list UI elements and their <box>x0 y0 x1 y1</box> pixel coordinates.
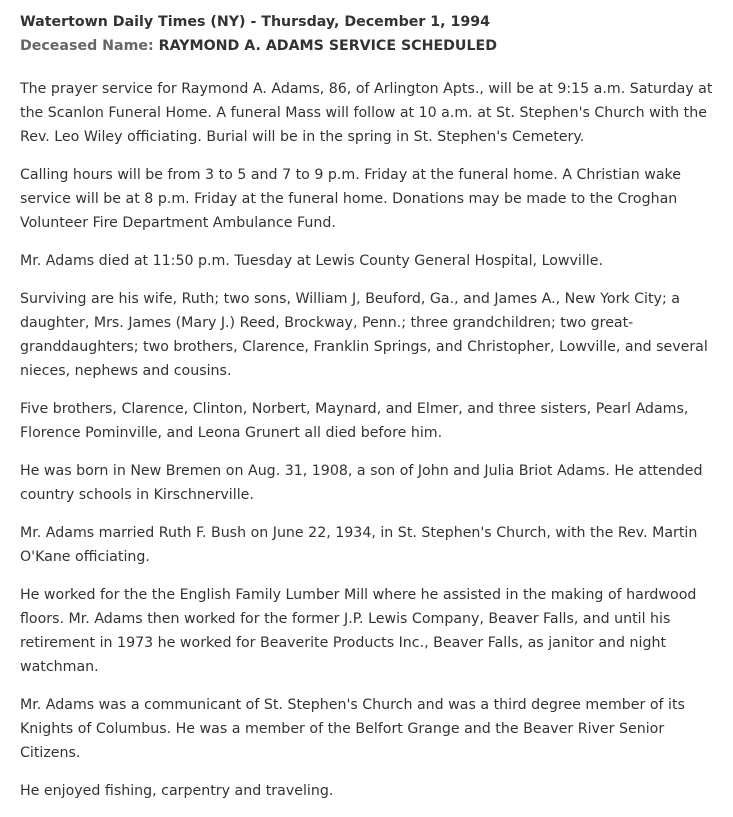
article-paragraph: Surviving are his wife, Ruth; two sons, William J, Beuford, Ga., and James A., New York City; a daughter, Mrs. James (Mary J.) Reed, Brockway, Penn.; three grandchildren; two great-granddaughters; two brothers, Clarence, Franklin Springs, and Christopher, Lowville, and several nieces, nephews and cousins. <box>20 291 708 379</box>
article-paragraph: He worked for the the English Family Lumber Mill where he assisted in the making of hardwood floors. Mr. Adams then worked for the former J.P. Lewis Company, Beaver Falls, and until his retirement in 1973 he worked for Beaverite Products Inc., Beaver Falls, as janitor and night watchman. <box>20 587 697 675</box>
article-paragraph: Mr. Adams was a communicant of St. Stephen's Church and was a third degree member of its Knights of Columbus. He was a member of the Belfort Grange and the Beaver River Senior Citizens. <box>20 697 685 761</box>
article-paragraph: He enjoyed fishing, carpentry and traveling. <box>20 783 334 799</box>
article-paragraph: Calling hours will be from 3 to 5 and 7 to 9 p.m. Friday at the funeral home. A Christian wake service will be at 8 p.m. Friday at the funeral home. Donations may be made to the Croghan Volunteer Fire Department Ambulance Fund. <box>20 167 681 231</box>
article-paragraph: Mr. Adams died at 11:50 p.m. Tuesday at Lewis County General Hospital, Lowville. <box>20 253 603 269</box>
article-paragraph: Five brothers, Clarence, Clinton, Norbert, Maynard, and Elmer, and three sisters, Pearl Adams, Florence Pominville, and Leona Grunert all died before him. <box>20 401 689 441</box>
deceased-name-line <box>20 34 720 58</box>
source-line: Watertown Daily Times (NY) - Thursday, December 1, 1994 <box>20 14 490 30</box>
article-paragraph: The prayer service for Raymond A. Adams, 86, of Arlington Apts., will be at 9:15 a.m. Saturday at the Scanlon Funeral Home. A funeral Mass will follow at 10 a.m. at St. Stephen's Church with the Rev. Leo Wiley officiating. Burial will be in the spring in St. Stephen's Cemetery. <box>20 81 713 145</box>
obituary-article <box>20 77 720 803</box>
obituary-page <box>20 10 720 817</box>
article-paragraph: He was born in New Bremen on Aug. 31, 1908, a son of John and Julia Briot Adams. He attended country schools in Kirschnerville. <box>20 463 703 503</box>
article-paragraph: Mr. Adams married Ruth F. Bush on June 22, 1934, in St. Stephen's Church, with the Rev. Martin O'Kane officiating. <box>20 525 698 565</box>
deceased-name-value: RAYMOND A. ADAMS SERVICE SCHEDULED <box>158 38 497 54</box>
deceased-name-label: Deceased Name: <box>20 38 154 54</box>
